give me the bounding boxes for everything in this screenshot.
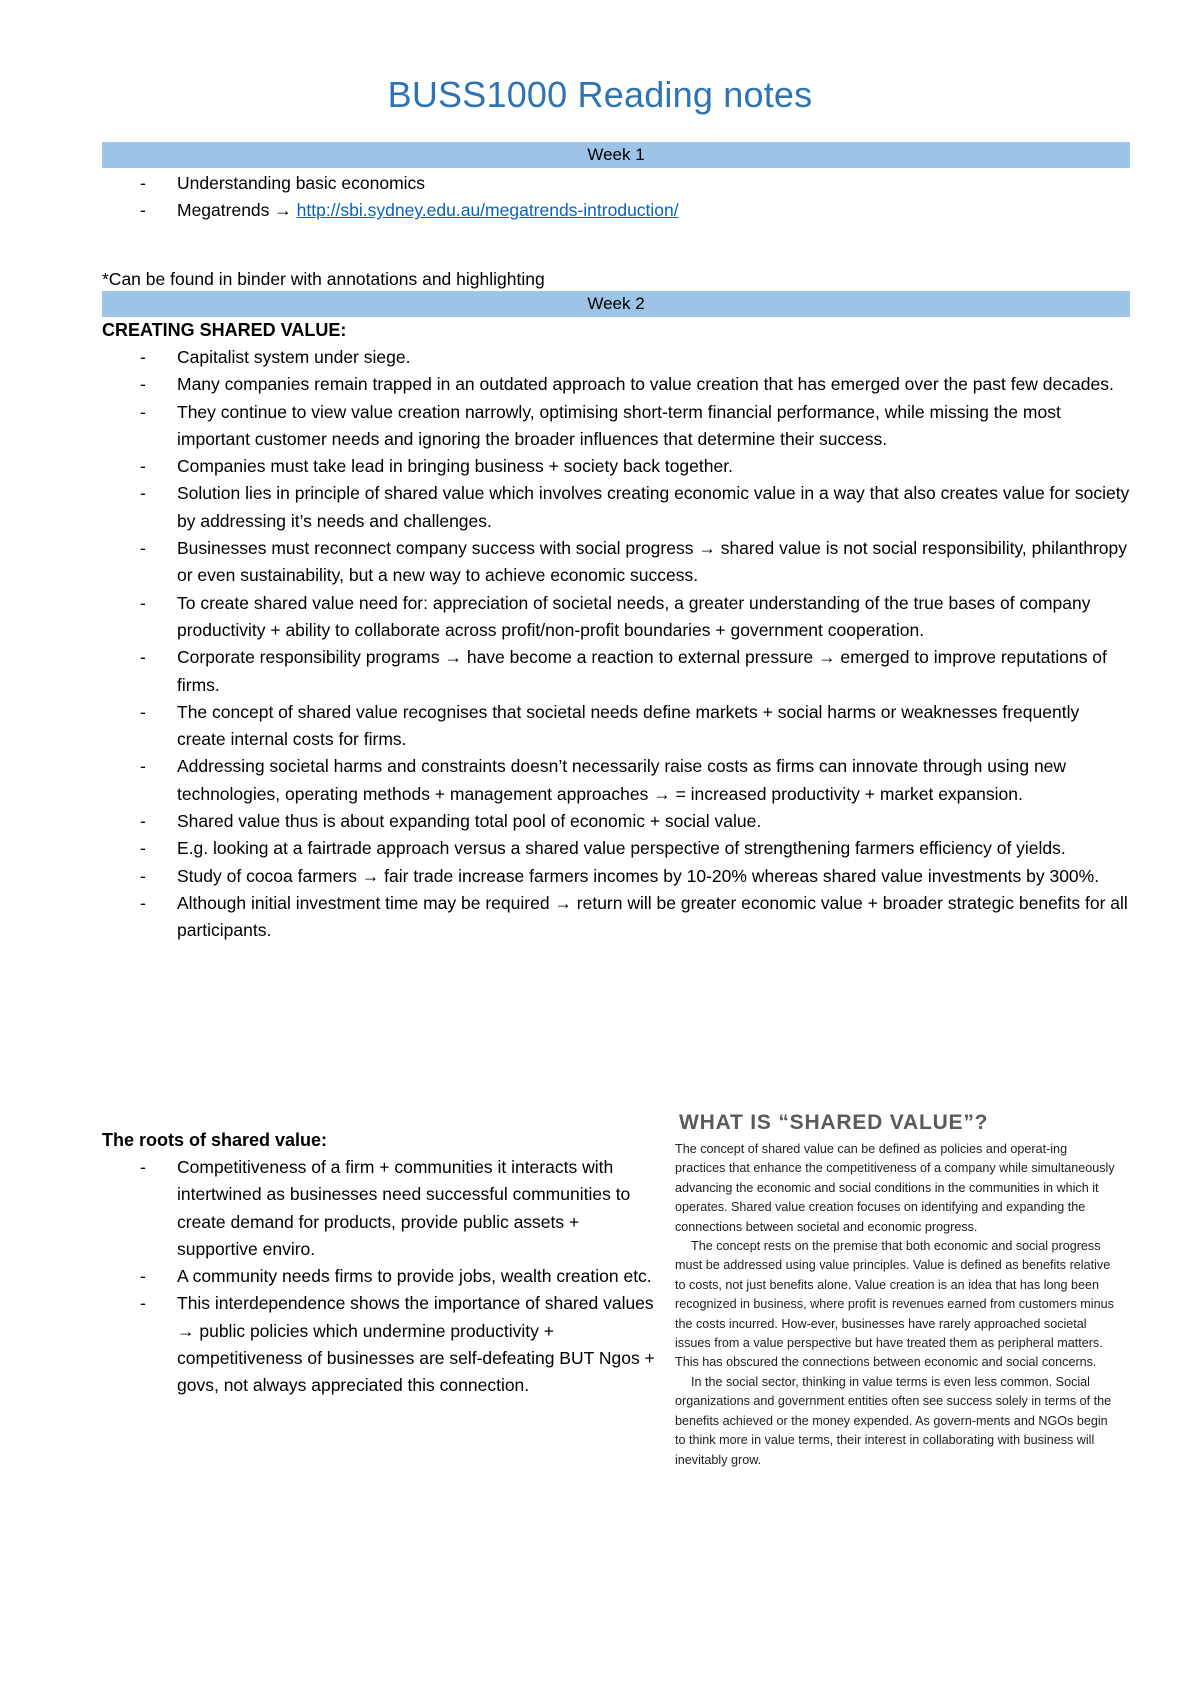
list-item: - Many companies remain trapped in an outdated approach to value creation that has emerged over the past few decades. xyxy=(140,374,1114,395)
roots-of-shared-value-heading: The roots of shared value: xyxy=(102,1130,328,1150)
excerpt-paragraph: In the social sector, thinking in value terms is even less common. Social organizations and government entities often see success solely in terms of the benefits achieved or the money expended. As govern-ments and NGOs begin to think more in value terms, their interest in collaborating with business will inevitably grow. xyxy=(675,1374,1112,1467)
excerpt-paragraph: The concept rests on the premise that both economic and social progress must be addressed using value principles. Value is defined as benefits relative to costs, not just benefits alone. Value creation is an idea that has long been recognized in business, where profit is revenues earned from customers minus the costs incurred. How-ever, businesses have rarely approached societal issues from a value perspective but have treated them as peripheral matters. This has obscured the connections between economic and social concerns. xyxy=(675,1239,1114,1370)
shared-value-list xyxy=(102,344,1132,945)
megatrends-label: Megatrends → xyxy=(177,200,297,221)
list-item: - Megatrends → http://sbi.sydney.edu.au/megatrends-introduction/ xyxy=(140,200,679,221)
list-item: - Solution lies in principle of shared value which involves creating economic value in a way that also creates value for society by addressing it’s needs and challenges. xyxy=(140,483,1130,531)
list-item: - Although initial investment time may be required → return will be greater economic value + broader strategic benefits for all participants. xyxy=(140,892,1128,941)
list-item: - This interdependence shows the importance of shared values → public policies which undermine productivity + competitiveness of businesses are self-defeating BUT Ngos + govs, not always appreciated this connection. xyxy=(140,1293,655,1396)
list-item: - E.g. looking at a fairtrade approach versus a shared value perspective of strengthening farmers efficiency of yields. xyxy=(140,838,1066,859)
list-item: - Shared value thus is about expanding total pool of economic + social value. xyxy=(140,811,762,832)
list-item: - Businesses must reconnect company success with social progress → shared value is not social responsibility, philanthropy or even sustainability, but a new way to achieve economic success. xyxy=(140,538,1127,586)
list-item: - Study of cocoa farmers → fair trade increase farmers incomes by 10-20% whereas shared value investments by 300%. xyxy=(140,865,1100,886)
creating-shared-value-heading: CREATING SHARED VALUE: xyxy=(102,320,347,340)
week-1-header: Week 1 xyxy=(102,142,1130,168)
list-item: - Competitiveness of a firm + communities it interacts with intertwined as businesses need successful communities to create demand for products, provide public assets + supportive enviro. xyxy=(140,1157,631,1259)
list-item: - Understanding basic economics xyxy=(140,173,426,193)
list-item: - Capitalist system under siege. xyxy=(140,347,411,367)
document-title: BUSS1000 Reading notes xyxy=(387,74,813,115)
list-item: - They continue to view value creation narrowly, optimising short-term financial performance, while missing the most important customer needs and ignoring the broader influences that determine their success. xyxy=(140,401,1061,449)
week-1-list xyxy=(102,170,1132,225)
roots-list xyxy=(102,1154,662,1400)
excerpt-title: WHAT IS “SHARED VALUE”? xyxy=(679,1111,989,1134)
list-item: - Companies must take lead in bringing business + society back together. xyxy=(140,456,733,477)
binder-note: *Can be found in binder with annotations and highlighting xyxy=(102,269,545,289)
list-item: - To create shared value need for: appreciation of societal needs, a greater understanding of the true bases of company productivity + ability to collaborate across profit/non-profit boundaries + government cooperation. xyxy=(140,592,1091,640)
megatrends-link[interactable]: http://sbi.sydney.edu.au/megatrends-introduction/ xyxy=(296,200,679,221)
week-2-header: Week 2 xyxy=(102,291,1130,317)
list-item: - The concept of shared value recognises that societal needs define markets + social harms or weaknesses frequently create internal costs for firms. xyxy=(140,701,1080,750)
list-item: - A community needs firms to provide jobs, wealth creation etc. xyxy=(140,1266,652,1287)
excerpt-paragraph: The concept of shared value can be defined as policies and operat-ing practices that enhance the competitiveness of a company while simultaneously advancing the economic and social conditions in the communities in which it operates. Shared value creation focuses on identifying and expanding the connections between societal and economic progress. xyxy=(675,1142,1115,1234)
shared-value-excerpt-image xyxy=(675,1110,1115,1520)
list-item: - Corporate responsibility programs → have become a reaction to external pressure → emerged to improve reputations of firms. xyxy=(140,647,1107,695)
list-item: - Addressing societal harms and constraints doesn’t necessarily raise costs as firms can innovate through using new technologies, operating methods + management approaches → = increased productivity + market expansion. xyxy=(140,756,1067,804)
